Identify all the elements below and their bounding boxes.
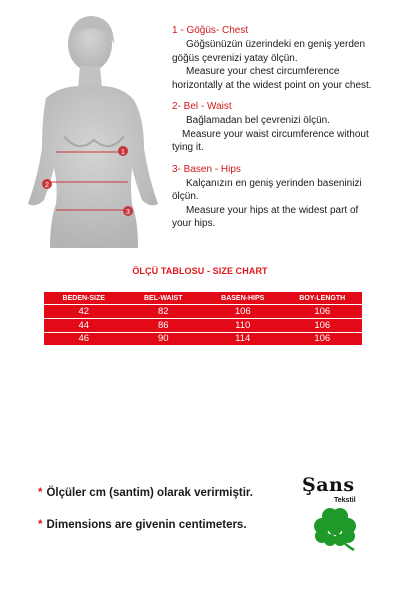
table-cell: 110 xyxy=(203,318,283,332)
column-header: BEL-WAIST xyxy=(124,292,204,305)
table-row xyxy=(44,305,362,319)
hips-heading: 3- Basen - Hips xyxy=(172,163,241,175)
table-cell: 44 xyxy=(44,318,124,332)
table-cell: 114 xyxy=(203,332,283,345)
svg-text:2: 2 xyxy=(45,182,49,189)
body-silhouette xyxy=(20,8,170,258)
note-english xyxy=(38,519,247,531)
marker-chest xyxy=(118,146,128,156)
table-row xyxy=(44,318,362,332)
size-chart-title: ÖLÇÜ TABLOSU - SIZE CHART xyxy=(132,266,268,276)
waist-line: Measure your waist circumference without xyxy=(182,128,369,140)
marker-hips xyxy=(123,206,133,216)
logo-brand-name: Şans xyxy=(302,474,355,496)
chest-line: horizontally at the widest point on your chest. xyxy=(172,79,372,91)
clover-icon xyxy=(310,504,362,552)
table-cell: 82 xyxy=(124,305,204,319)
table-cell: 106 xyxy=(203,305,283,319)
waist-line: Bağlamadan bel çevrenizi ölçün. xyxy=(186,115,330,127)
column-header: BEDEN-SIZE xyxy=(44,292,124,305)
table-cell: 106 xyxy=(283,332,363,345)
note-text: Ölçüler cm (santim) olarak verirmiştir. xyxy=(46,487,253,499)
waist-line: tying it. xyxy=(172,142,204,154)
column-header: BOY-LENGTH xyxy=(283,292,363,305)
chest-line: göğüs çevrenizi yatay ölçün. xyxy=(172,52,298,64)
svg-text:3: 3 xyxy=(126,209,130,216)
note-turkish xyxy=(38,487,253,499)
table-cell: 90 xyxy=(124,332,204,345)
hips-line: Measure your hips at the widest part of xyxy=(186,204,359,216)
marker-waist xyxy=(42,179,52,189)
table-cell: 42 xyxy=(44,305,124,319)
table-cell: 106 xyxy=(283,318,363,332)
svg-text:1: 1 xyxy=(121,149,125,156)
table-row xyxy=(44,332,362,345)
hips-line: your hips. xyxy=(172,218,216,230)
table-header-row xyxy=(44,292,362,305)
column-header: BASEN-HIPS xyxy=(203,292,283,305)
waist-heading: 2- Bel - Waist xyxy=(172,101,232,113)
guide-hips xyxy=(172,163,394,231)
guide-chest xyxy=(172,24,394,92)
chest-line: Measure your chest circumference xyxy=(186,66,340,78)
measurement-guide xyxy=(172,24,394,239)
brand-logo xyxy=(296,474,376,554)
size-chart-table xyxy=(44,292,362,345)
hips-line: Kalçanızın en geniş yerinden baseninizi xyxy=(186,178,362,190)
table-cell: 46 xyxy=(44,332,124,345)
asterisk: * xyxy=(38,519,43,531)
table-cell: 86 xyxy=(124,318,204,332)
hips-line: ölçün. xyxy=(172,191,199,203)
logo-subtitle: Tekstil xyxy=(334,497,356,504)
guide-waist xyxy=(172,100,394,155)
chest-line: Göğsünüzün üzerindeki en geniş yerden xyxy=(186,39,366,51)
table-cell: 106 xyxy=(283,305,363,319)
chest-heading: 1 - Göğüs- Chest xyxy=(172,25,249,36)
asterisk: * xyxy=(38,487,43,499)
note-text: Dimensions are givenin centimeters. xyxy=(46,519,247,531)
